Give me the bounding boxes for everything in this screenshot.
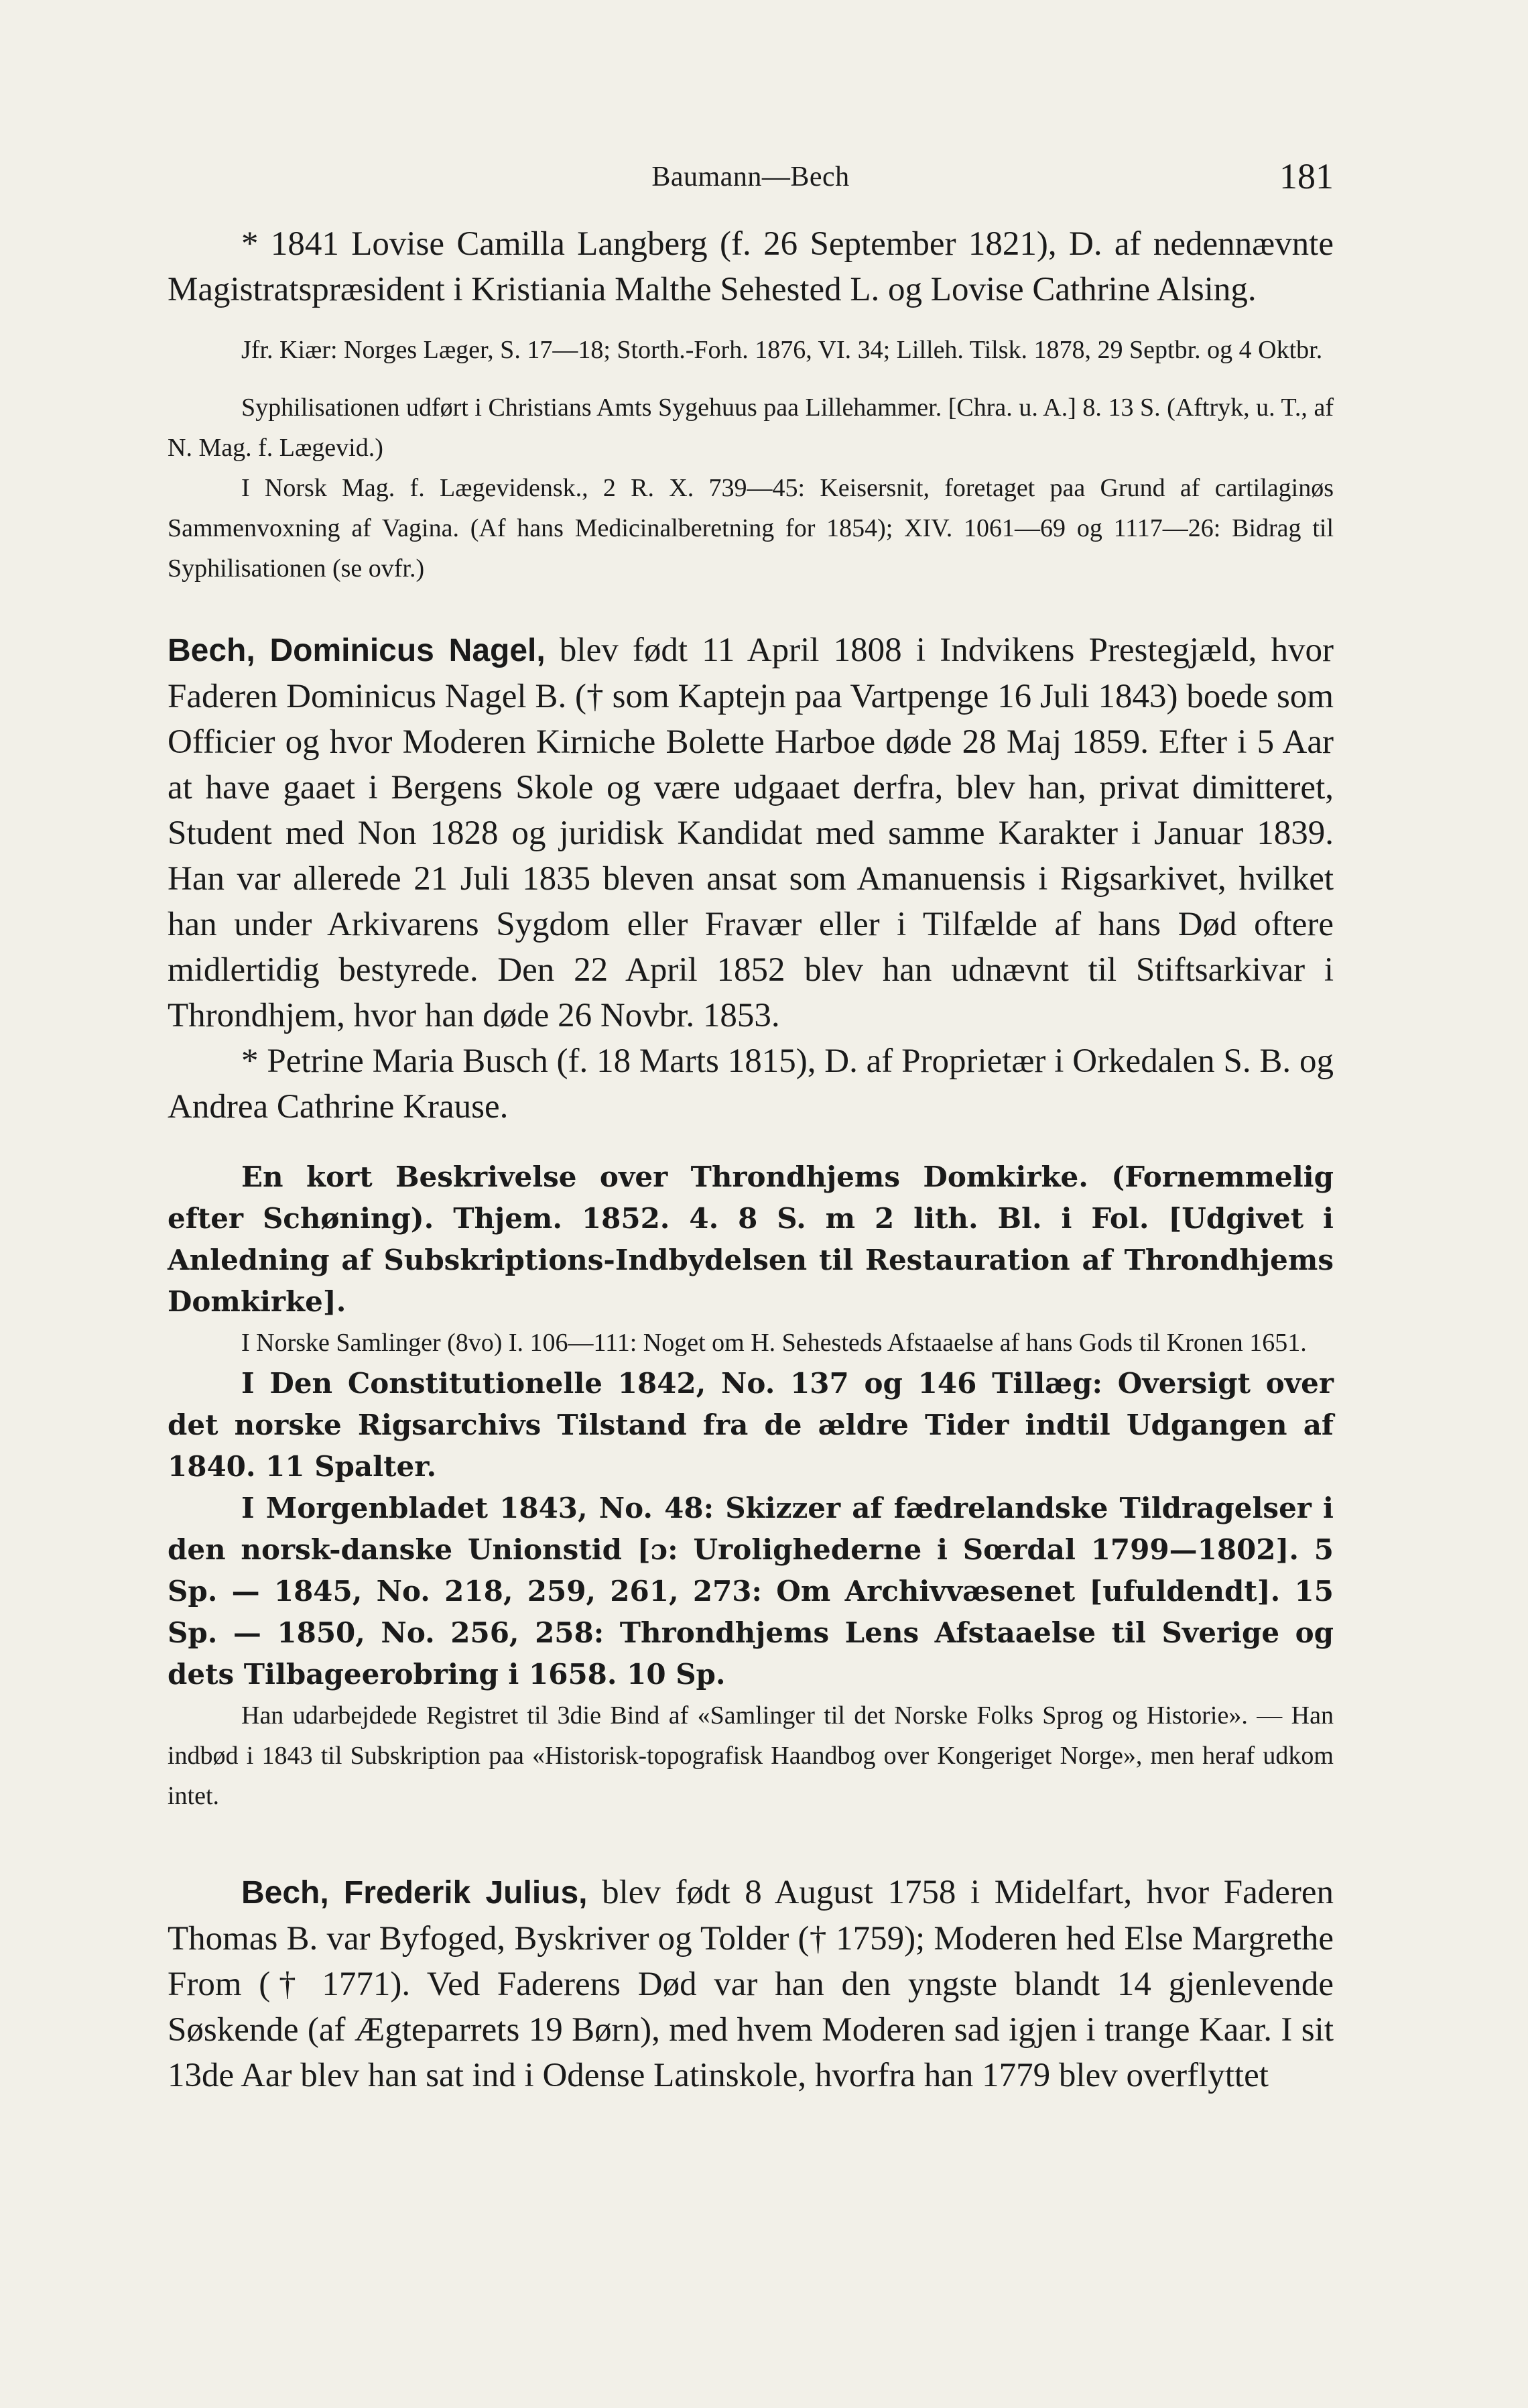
publication-item: I Morgenbladet 1843, No. 48: Skizzer af fædrelandske Tildragelser i den norsk-danske Unionstid [ɔ: Urolighederne i Sœrdal 1799—1802]. 5 Sp. — 1845, No. 218, 259, 261, 273: Om Archivvæsenet [ufuldendt]. 15 Sp. — 1850, No. 256, 258: Throndhjems Lens Afstaaelse til Sverige og dets Tilbageerobring i 1658. 10 Sp. <box>168 1492 1334 1691</box>
entry-heading: Bech, Frederik Julius, <box>241 1875 588 1911</box>
reference-note: Jfr. Kiær: Norges Læger, S. 17—18; Storth.-Forh. 1876, VI. 34; Lilleh. Tilsk. 1878, 29 Septbr. og 4 Oktbr. <box>241 336 1323 364</box>
running-head: Baumann—Bech <box>651 162 850 192</box>
remark-note: Han udarbejdede Registret til 3die Bind af «Samlinger til det Norske Folks Sprog og Historie». — Han indbød i 1843 til Subskription paa «Historisk-topografisk Haandbog over Kongeriget Norge», men heraf udkom intet. <box>168 1701 1334 1810</box>
page-body <box>168 221 1334 2098</box>
spouse-note-baumann: * 1841 Lovise Camilla Langberg (f. 26 September 1821), D. af nedennævnte Magistratspræsident i Kristiania Malthe Sehested L. og Lovise Cathrine Alsing. <box>168 225 1334 308</box>
entry-heading: Bech, Dominicus Nagel, <box>168 633 546 668</box>
page-number: 181 <box>1279 156 1334 196</box>
biography-entry <box>168 1870 1334 2098</box>
publication-item: I Norsk Mag. f. Lægevidensk., 2 R. X. 739—45: Keisersnit, foretaget paa Grund af cartilaginøs Sammenvoxning af Vagina. (Af hans Medicinalberetning for 1854); XIV. 1061—69 og 1117—26: Bidrag til Syphilisationen (se ovfr.) <box>168 474 1334 583</box>
entry-text: blev født 11 April 1808 i Indvikens Prestegjæld, hvor Faderen Dominicus Nagel B. († som Kaptejn paa Vartpenge 16 Juli 1843) boede som Officier og hvor Moderen Kirniche Bolette Harboe døde 28 Maj 1859. Efter i 5 Aar at have gaaet i Bergens Skole og være udgaaet derfra, blev han, privat dimitteret, Student med Non 1828 og juridisk Kandidat med samme Karakter i Januar 1839. Han var allerede 21 Juli 1835 bleven ansat som Amanuensis i Rigsarkivet, hvilket han under Arkivarens Sygdom eller Fravær eller i Tilfælde af hans Død oftere midlertidig bestyrede. Den 22 April 1852 blev han udnævnt til Stiftsarkivar i Throndhjem, hvor han døde 26 Novbr. 1853. <box>168 631 1334 1034</box>
page-header <box>168 156 1334 202</box>
publication-item: I Den Constitutionelle 1842, No. 137 og 146 Tillæg: Oversigt over det norske Rigsarchivs Tilstand fra de ældre Tider indtil Udgangen af 1840. 11 Spalter. <box>168 1367 1334 1483</box>
spouse-note: * Petrine Maria Busch (f. 18 Marts 1815), D. af Proprietær i Orkedalen S. B. og Andrea Cathrine Krause. <box>168 1042 1334 1126</box>
publication-item: Syphilisationen udført i Christians Amts Sygehuus paa Lillehammer. [Chra. u. A.] 8. 13 S. (Aftryk, u. T., af N. Mag. f. Lægevid.) <box>168 394 1334 462</box>
entry-text: blev født 8 August 1758 i Midelfart, hvor Faderen Thomas B. var Byfoged, Byskriver og Tolder († 1759); Moderen hed Else Margrethe From († 1771). Ved Faderens Død var han den yngste blandt 14 gjenlevende Søskende (af Ægteparrets 19 Børn), med hvem Moderen sad igjen i trange Kaar. I sit 13de Aar blev han sat ind i Odense Latinskole, hvorfra han 1779 blev overflyttet <box>168 1874 1334 2094</box>
publication-item: En kort Beskrivelse over Throndhjems Domkirke. (Fornemmelig efter Schøning). Thjem. 1852. 4. 8 S. m 2 lith. Bl. i Fol. [Udgivet i Anledning af Subskriptions-Indbydelsen til Restauration af Throndhjems Domkirke]. <box>168 1160 1334 1318</box>
publication-item: I Norske Samlinger (8vo) I. 106—111: Noget om H. Sehesteds Afstaaelse af hans Gods til Kronen 1651. <box>241 1329 1307 1357</box>
biography-entry <box>168 627 1334 1038</box>
